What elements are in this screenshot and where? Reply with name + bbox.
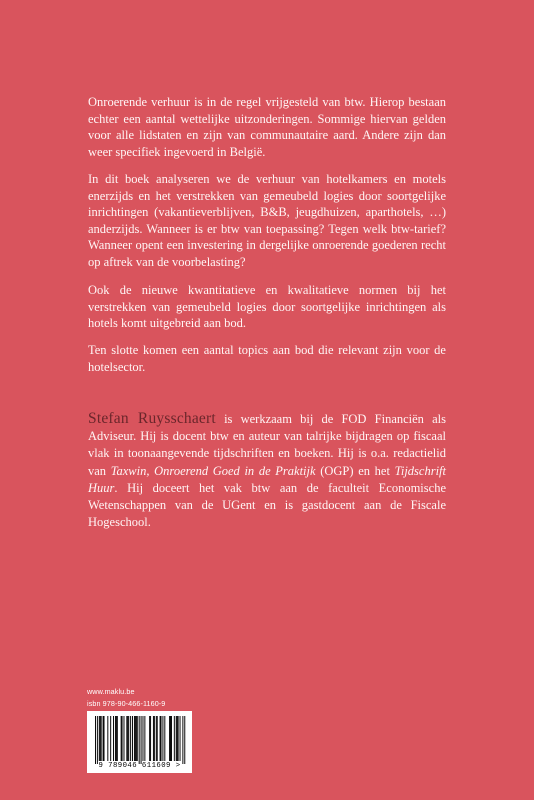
barcode-digits: 9 789046 611609 > [98,762,181,770]
barcode-bar [160,716,161,761]
barcode-bar [171,716,172,761]
barcode-bar [116,716,117,761]
barcode-bar [115,716,116,761]
barcode-bar [141,716,142,764]
barcode-bar [104,716,105,761]
barcode-bar [124,716,125,761]
publisher-url[interactable]: www.maklu.be [87,687,135,696]
barcode-bar [128,716,129,761]
barcode-bar [170,716,171,761]
barcode-bar [176,716,177,761]
barcode-bar [156,716,157,761]
barcode-bar [139,716,140,764]
barcode-bar [100,716,101,761]
barcode-bar [130,716,131,761]
blurb-paragraph-2: In dit boek analyseren we de verhuur van hotelkamers en motels enerzijds en het verstrekken van gemeubeld logies door soortgelijke inrichtingen (vakantieverblijven, B&B, jeugdhuizen, aparthotels, …) anderzijds. Wanneer is er btw van toepassing? Tegen welk btw-tarief? Wanneer opent een investering in dergelijke onroerende goederen recht op aftrek van de voorbelasting? [88,172,446,269]
barcode-bar [149,716,150,761]
author-name: Stefan Ruysschaert [88,410,216,427]
barcode-bar [161,716,162,761]
barcode-bar [103,716,104,761]
barcode-bar [177,716,178,761]
blurb-paragraph-1: Onroerende verhuur is in de regel vrijgesteld van btw. Hierop bestaan echter een aantal wettelijke uitzonderingen. Sommige hiervan gelden voor alle lidstaten en zijn van communautaire aard. Andere zijn dan weer specifiek ingevoerd in België. [88,95,446,159]
blurb-paragraph-3: Ook de nieuwe kwantitatieve en kwalitatieve normen bij het verstrekken van gemeubeld logies door soortgelijke inrichtingen als hotels komt uitgebreid aan bod. [88,283,446,331]
bio-text-2: (OGP) en het [315,463,395,478]
barcode-bar [157,716,158,761]
barcode-bar [137,716,138,761]
blurb-paragraph-4: Ten slotte komen een aantal topics aan bod die relevant zijn voor de hotelsector. [88,343,446,374]
barcode [87,711,192,773]
barcode-bar [122,716,123,761]
barcode-bar [136,716,137,761]
barcode-bar [169,716,170,761]
barcode-bar [162,716,163,761]
barcode-bar [143,716,144,761]
isbn-label: isbn 978-90-466-1160-9 [87,699,166,708]
barcode-bar [134,716,135,761]
journal-title-1: Taxwin, Onroerend Goed in de Praktijk [110,463,316,478]
barcode-bar [178,716,179,761]
author-bio [88,410,446,531]
barcode-bar [95,716,96,764]
barcode-bar [113,716,114,761]
barcode-bar [107,716,108,761]
barcode-bar [101,716,102,761]
barcode-bar [127,716,128,761]
barcode-bar [121,716,122,761]
barcode-bar [126,716,127,761]
bio-text-1: is werkzaam bij de FOD Financiën als Adviseur. Hij is docent btw en auteur van talrijke bijdragen op fiscaal vlak in toonaangevende tijdschriften en boeken. Hij is o.a. redactielid van [88,412,446,478]
journal-title-2: Tijdschrift Huur [88,463,446,495]
barcode-bar [135,716,136,761]
barcode-bar [174,716,175,761]
barcode-bar [97,716,98,764]
barcode-bar [180,716,181,761]
barcode-bar [154,716,155,761]
barcode-bar [117,716,118,761]
barcode-bar [150,716,151,761]
barcode-bar [182,716,183,764]
bio-text-3: . Hij doceert het vak btw aan de faculteit Economische Wetenschappen van de UGent en is gastdocent aan de Fiscale Hogeschool. [88,480,446,530]
barcode-bar [153,716,154,761]
barcode-bar [99,716,100,761]
barcode-bar [132,716,133,761]
barcode-bar [144,716,145,761]
barcode-bar [184,716,185,764]
barcode-bar [164,716,165,761]
barcode-bar [110,716,111,761]
